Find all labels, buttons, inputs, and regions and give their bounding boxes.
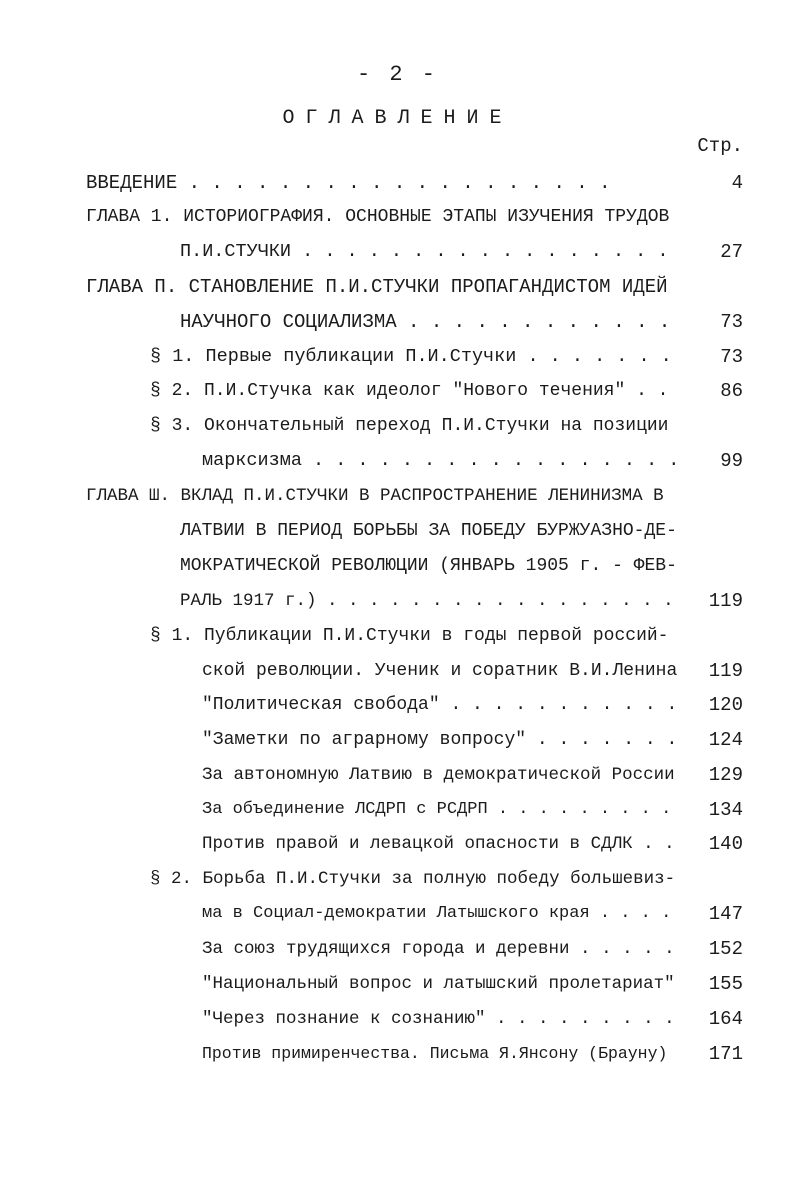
toc-page-cognition: 164: [708, 1008, 743, 1030]
toc-entry-ch2-sec2: § 2. П.И.Стучка как идеолог "Нового течения" . .: [150, 381, 669, 401]
toc-page-national-question: 155: [708, 973, 743, 995]
toc-page-chapter-1: 27: [720, 241, 743, 263]
toc-page-chapter-3: 119: [708, 590, 743, 612]
toc-entry-intro: ВВЕДЕНИЕ . . . . . . . . . . . . . . . . . . .: [86, 172, 611, 194]
toc-entry-ch2-sec3-cont: марксизма . . . . . . . . . . . . . . . . .: [202, 450, 680, 471]
toc-page-workers-union: 152: [708, 938, 743, 960]
toc-entry-workers-union: За союз трудящихся города и деревни . . . . .: [202, 939, 675, 959]
toc-entry-chapter-1: ГЛАВА 1. ИСТОРИОГРАФИЯ. ОСНОВНЫЕ ЭТАПЫ ИЗУЧЕНИЯ ТРУДОВ: [86, 207, 670, 227]
toc-page-agrarian-notes: 124: [708, 729, 743, 751]
toc-page-chapter-2: 73: [720, 311, 743, 333]
toc-entry-conciliation: Против примиренчества. Письма Я.Янсону (Брауну): [202, 1044, 668, 1063]
toc-page-ch2-sec3: 99: [720, 450, 743, 472]
toc-page-right-left-danger: 140: [708, 833, 743, 855]
toc-entry-chapter-2-cont: НАУЧНОГО СОЦИАЛИЗМА . . . . . . . . . . . .: [180, 311, 671, 333]
toc-entry-cognition: "Через познание к сознанию" . . . . . . . . .: [202, 1009, 675, 1029]
toc-entry-chapter-3-cont-2: МОКРАТИЧЕСКОЙ РЕВОЛЮЦИИ (ЯНВАРЬ 1905 г. - ФЕВ-: [180, 556, 677, 576]
toc-entry-political-freedom: "Политическая свобода" . . . . . . . . . . .: [202, 695, 678, 715]
page-number: - 2 -: [356, 62, 438, 87]
toc-page-ch3-sec1: 119: [708, 660, 743, 682]
toc-entry-chapter-3: ГЛАВА Ш. ВКЛАД П.И.СТУЧКИ В РАСПРОСТРАНЕНИЕ ЛЕНИНИЗМА В: [86, 486, 664, 506]
toc-entry-chapter-1-cont: П.И.СТУЧКИ . . . . . . . . . . . . . . . . .: [180, 241, 669, 262]
toc-entry-ch3-sec2-cont: ма в Социал-демократии Латышского края . . . .: [202, 904, 672, 923]
toc-entry-chapter-3-cont-3: РАЛЬ 1917 г.) . . . . . . . . . . . . . . . . .: [180, 591, 674, 611]
page-column-label: Стр.: [697, 135, 743, 157]
toc-page-conciliation: 171: [708, 1043, 743, 1065]
toc-entry-chapter-2: ГЛАВА П. СТАНОВЛЕНИЕ П.И.СТУЧКИ ПРОПАГАНДИСТОМ ИДЕЙ: [86, 276, 668, 298]
toc-page-ch2-sec2: 86: [720, 380, 743, 402]
toc-page-autonomous-latvia: 129: [708, 764, 743, 786]
toc-page-intro: 4: [731, 172, 743, 194]
toc-entry-ch2-sec1: § 1. Первые публикации П.И.Стучки . . . . . . .: [150, 346, 672, 367]
toc-page-ch2-sec1: 73: [720, 346, 743, 368]
toc-entry-right-left-danger: Против правой и левацкой опасности в СДЛК . .: [202, 834, 675, 854]
page-title: ОГЛАВЛЕНИЕ: [282, 107, 513, 130]
toc-entry-ch3-sec1-cont: ской революции. Ученик и соратник В.И.Ленина: [202, 661, 678, 681]
toc-page-ch3-sec2: 147: [708, 903, 743, 925]
toc-entry-ch3-sec1: § 1. Публикации П.И.Стучки в годы первой россий-: [150, 626, 669, 646]
toc-entry-ch3-sec2: § 2. Борьба П.И.Стучки за полную победу большевиз-: [150, 869, 676, 889]
toc-entry-agrarian-notes: "Заметки по аграрному вопросу" . . . . . . .: [202, 730, 678, 750]
toc-page-political-freedom: 120: [708, 694, 743, 716]
toc-entry-chapter-3-cont-1: ЛАТВИИ В ПЕРИОД БОРЬБЫ ЗА ПОБЕДУ БУРЖУАЗНО-ДЕ-: [180, 521, 677, 541]
toc-entry-ch2-sec3: § 3. Окончательный переход П.И.Стучки на позиции: [150, 416, 669, 436]
toc-entry-autonomous-latvia: За автономную Латвию в демократической России: [202, 765, 675, 785]
toc-entry-lsdrp-rsdrp: За объединение ЛСДРП с РСДРП . . . . . . . . .: [202, 800, 672, 819]
toc-page-lsdrp-rsdrp: 134: [708, 799, 743, 821]
toc-entry-national-question: "Национальный вопрос и латышский пролетариат": [202, 974, 675, 994]
